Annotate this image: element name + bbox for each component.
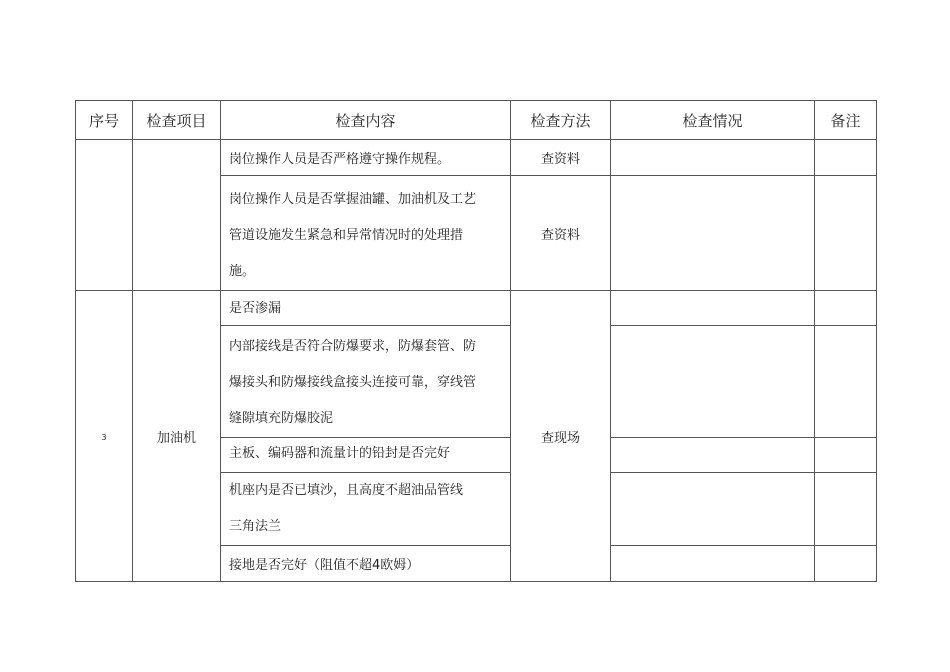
- content-line: 缝隙填充防爆胶泥: [229, 411, 334, 426]
- remarks-cell[interactable]: [815, 546, 877, 564]
- content-line: 施。: [229, 264, 256, 279]
- remarks-cell[interactable]: [815, 326, 877, 438]
- item-cell: 加油机: [133, 291, 221, 582]
- table-row: [76, 140, 877, 176]
- remarks-cell[interactable]: [815, 473, 877, 546]
- remarks-cell[interactable]: [815, 140, 877, 176]
- content-line: 接地是否完好（阻值不超4欧姆）: [229, 558, 420, 573]
- method-cell: 查资料: [511, 176, 611, 291]
- seq-cell: [76, 291, 133, 582]
- content-line: 岗位操作人员是否掌握油罐、加油机及工艺: [229, 192, 477, 207]
- header-status: 检查情况: [611, 101, 815, 140]
- content-cell: [221, 176, 511, 291]
- header-item: 检查项目: [133, 101, 221, 140]
- content-line: 三角法兰: [229, 519, 282, 534]
- inspection-table: [75, 100, 877, 582]
- content-line: 管道设施发生紧急和异常情况时的处理措: [229, 228, 464, 243]
- item-cell: [133, 140, 221, 291]
- status-cell[interactable]: [611, 291, 815, 326]
- remarks-cell[interactable]: [815, 438, 877, 473]
- content-cell: [221, 473, 511, 546]
- status-cell[interactable]: [611, 438, 815, 473]
- remarks-cell[interactable]: [815, 564, 877, 582]
- content-cell: [221, 291, 511, 326]
- status-cell[interactable]: [611, 564, 815, 582]
- content-cell: [221, 546, 511, 582]
- header-content: 检查内容: [221, 101, 511, 140]
- header-remarks: 备注: [815, 101, 877, 140]
- method-cell: 查现场: [511, 291, 611, 582]
- status-cell[interactable]: [611, 140, 815, 176]
- remarks-cell[interactable]: [815, 176, 877, 291]
- content-cell: [221, 326, 511, 438]
- content-line: 机座内是否已填沙，且高度不超油品管线: [229, 483, 464, 498]
- table-row: [76, 291, 877, 326]
- content-line: 内部接线是否符合防爆要求，防爆套管、防: [229, 339, 477, 354]
- status-cell[interactable]: [611, 326, 815, 438]
- status-cell[interactable]: [611, 546, 815, 564]
- content-cell: [221, 140, 511, 176]
- content-line: 是否渗漏: [229, 301, 282, 316]
- remarks-cell[interactable]: [815, 291, 877, 326]
- content-line: 主板、编码器和流量计的铅封是否完好: [229, 446, 451, 461]
- header-seq: 序号: [76, 101, 133, 140]
- seq-number: 3: [101, 432, 107, 442]
- content-line: 爆接头和防爆接线盒接头连接可靠，穿线管: [229, 375, 477, 390]
- seq-cell: [76, 140, 133, 291]
- status-cell[interactable]: [611, 473, 815, 546]
- content-text: 岗位操作人员是否严格遵守操作规程。: [229, 152, 451, 167]
- status-cell[interactable]: [611, 176, 815, 291]
- header-row: [76, 101, 877, 140]
- header-method: 检查方法: [511, 101, 611, 140]
- method-cell: 查资料: [511, 140, 611, 176]
- content-cell: [221, 438, 511, 473]
